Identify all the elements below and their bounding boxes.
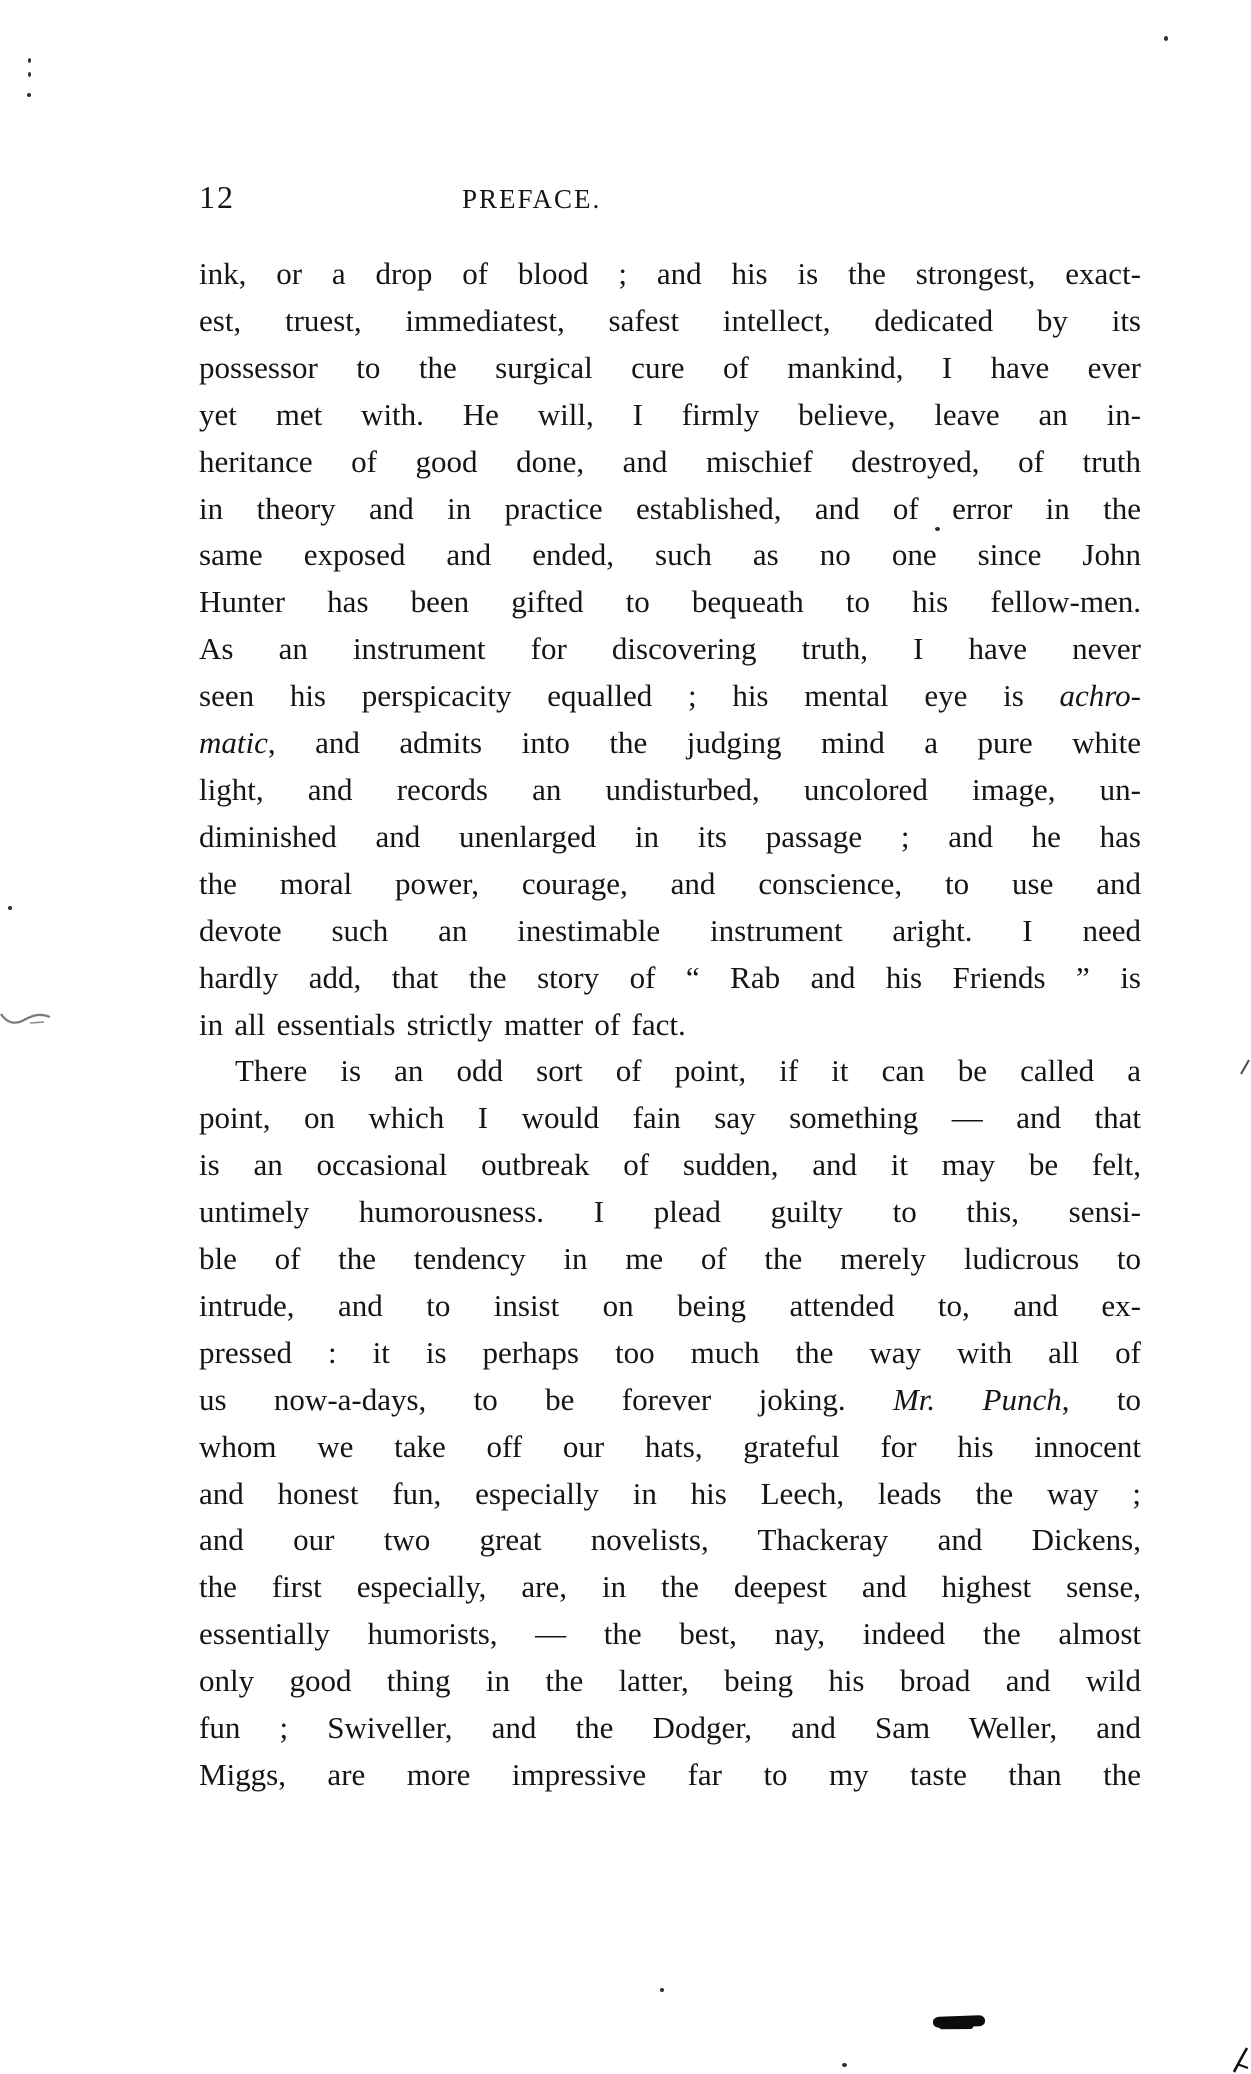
text-segment: Miggs, are more impressive far to my taste than the [199, 1757, 1141, 1792]
italic-text-segment: matic [199, 725, 268, 761]
margin-pencil-squiggle [0, 1006, 68, 1030]
text-line [199, 1658, 1141, 1705]
text-segment: diminished and unenlarged in its passage ; and he has [199, 818, 1141, 854]
text-segment: light, and records an undisturbed, uncolored image, un- [199, 771, 1141, 807]
page-header-title: PREFACE. [462, 184, 602, 214]
text-line [199, 1095, 1141, 1142]
scan-speck [660, 1988, 664, 1992]
text-segment: and honest fun, especially in his Leech, leads the way ; [199, 1475, 1141, 1511]
corner-pen-mark [1230, 2046, 1251, 2074]
text-line [199, 673, 1141, 720]
text-segment: in all essentials strictly matter of fact. [199, 1006, 686, 1042]
text-line [199, 251, 1141, 298]
text-line [199, 1377, 1141, 1424]
text-line [199, 345, 1141, 392]
text-line [199, 1611, 1141, 1658]
text-line [199, 1142, 1141, 1189]
text-line [199, 908, 1141, 955]
text-line [199, 1048, 1141, 1095]
page-text [199, 251, 1141, 1799]
text-segment: Hunter has been gifted to bequeath to his fellow-men. [199, 584, 1141, 620]
scan-speck [28, 72, 31, 77]
text-segment: ble of the tendency in me of the merely ludicrous to [199, 1241, 1141, 1277]
text-segment: the first especially, are, in the deepest and highest sense, [199, 1569, 1141, 1605]
text-segment: devote such an inestimable instrument aright. I need [199, 912, 1141, 948]
text-segment: yet met with. He will, I firmly believe, leave an in- [199, 396, 1141, 432]
text-segment: There is an odd sort of point, if it can be called a [235, 1053, 1141, 1089]
text-line [199, 1517, 1141, 1564]
text-segment: point, on which I would fain say something — and that [199, 1100, 1141, 1136]
text-line [199, 1283, 1141, 1330]
text-segment: , to [1061, 1381, 1141, 1417]
text-line [199, 579, 1141, 626]
text-line [199, 1705, 1141, 1752]
scan-speck [935, 527, 940, 531]
scan-speck [1164, 36, 1168, 41]
scan-speck [27, 93, 31, 97]
text-line [199, 1330, 1141, 1377]
text-line [199, 767, 1141, 814]
text-segment: possessor to the surgical cure of mankind, I have ever [199, 349, 1141, 385]
text-line [199, 720, 1141, 767]
text-line [199, 1236, 1141, 1283]
text-line [199, 1002, 1141, 1049]
text-line [199, 814, 1141, 861]
text-segment: seen his perspicacity equalled ; his mental eye is [199, 678, 1060, 714]
text-segment: and our two great novelists, Thackeray and Dickens, [199, 1522, 1141, 1558]
scan-speck [28, 58, 31, 63]
text-segment: untimely humorousness. I plead guilty to this, sensi- [199, 1194, 1141, 1230]
text-segment: As an instrument for discovering truth, I have never [199, 631, 1141, 667]
text-segment: est, truest, immediatest, safest intellect, dedicated by its [199, 302, 1141, 338]
text-line [199, 1189, 1141, 1236]
text-line [199, 532, 1141, 579]
text-segment: only good thing in the latter, being his broad and wild [199, 1663, 1141, 1699]
text-segment: fun ; Swiveller, and the Dodger, and Sam Weller, and [199, 1710, 1141, 1746]
text-segment: ink, or a drop of blood ; and his is the strongest, exact- [199, 256, 1141, 291]
italic-text-segment: achro- [1059, 678, 1141, 714]
text-segment: same exposed and ended, such as no one since John [199, 537, 1141, 573]
text-line [199, 392, 1141, 439]
margin-tick-mark [1238, 1058, 1251, 1076]
scan-speck [8, 906, 12, 910]
text-segment: pressed : it is perhaps too much the way with all of [199, 1334, 1141, 1370]
text-line [199, 439, 1141, 486]
text-line [199, 626, 1141, 673]
text-segment: , and admits into the judging mind a pure white [267, 725, 1141, 761]
scan-speck [842, 2063, 847, 2067]
text-line [199, 1424, 1141, 1471]
text-segment: hardly add, that the story of “ Rab and his Friends ” is [199, 959, 1141, 995]
text-segment: us now-a-days, to be forever joking. [199, 1381, 893, 1417]
text-line [199, 1752, 1141, 1799]
text-segment: intrude, and to insist on being attended to, and ex- [199, 1287, 1141, 1323]
italic-text-segment: Mr. Punch [892, 1381, 1062, 1417]
text-segment: essentially humorists, — the best, nay, indeed the almost [199, 1616, 1141, 1652]
text-segment: heritance of good done, and mischief destroyed, of truth [199, 443, 1141, 479]
text-line [199, 298, 1141, 345]
text-line [199, 486, 1141, 533]
ink-smudge [933, 2015, 985, 2028]
text-line [199, 1564, 1141, 1611]
page-number: 12 [199, 179, 235, 215]
text-segment: whom we take off our hats, grateful for his innocent [199, 1428, 1141, 1464]
text-line [199, 1471, 1141, 1518]
text-segment: in theory and in practice established, and of error in the [199, 490, 1141, 526]
text-line [199, 955, 1141, 1002]
text-segment: the moral power, courage, and conscience, to use and [199, 865, 1141, 901]
text-segment: is an occasional outbreak of sudden, and it may be felt, [199, 1147, 1141, 1183]
text-line [199, 861, 1141, 908]
